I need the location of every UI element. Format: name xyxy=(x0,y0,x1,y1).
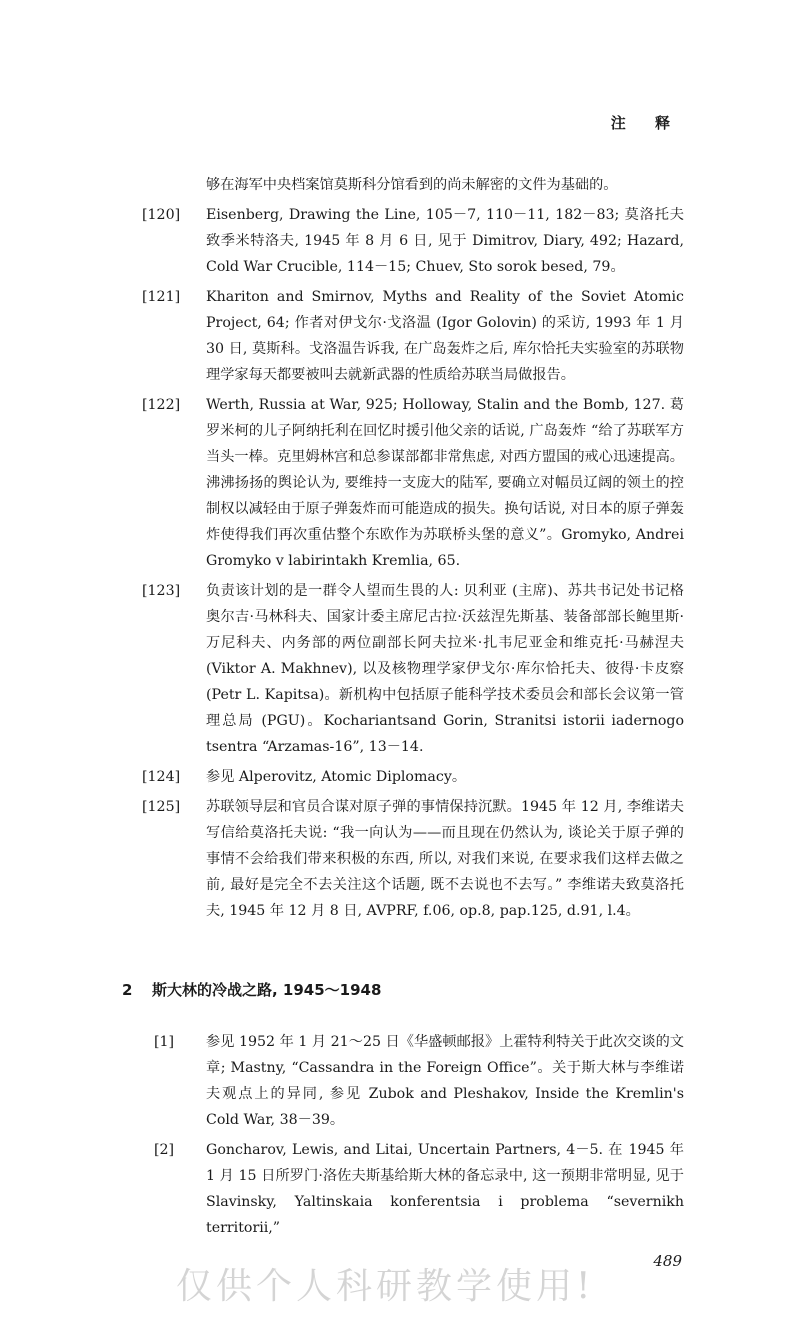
chapter-title: 斯大林的冷战之路, 1945～1948 xyxy=(152,981,382,999)
note-text: 负责该计划的是一群令人望而生畏的人: 贝利亚 (主席)、苏共书记处书记格奥尔吉·马林科夫、国家计委主席尼古拉·沃兹涅先斯基、装备部部长鲍里斯·万尼科夫、内务部的两位副部长阿夫拉米·扎韦尼亚金和维克托·马赫涅夫 (Viktor A. Makhnev), 以及核物理学家伊戈尔·库尔恰托夫、彼得·卡皮察 (Petr L. Kapitsa)。新机构中包括原子能科学技术委员会和部长会议第一管理总局 (PGU)。Kochariantsand Gorin, Stranitsi istorii iadernogo tsentra “Arzamas-16”, 13－14. xyxy=(206,583,684,755)
watermark: 仅供个人科研教学使用! xyxy=(176,1266,595,1307)
note-122 xyxy=(142,392,684,574)
note-text: 够在海军中央档案馆莫斯科分馆看到的尚未解密的文件为基础的。 xyxy=(206,177,618,193)
chapter-number: 2 xyxy=(122,981,133,999)
note-text: Werth, Russia at War, 925; Holloway, Stalin and the Bomb, 127. 葛罗米柯的儿子阿纳托利在回忆时援引他父亲的话说, 广岛轰炸 “给了苏联军方当头一棒。克里姆林宫和总参谋部都非常焦虑, 对西方盟国的戒心迅速提高。沸沸扬扬的舆论认为, 要维持一支庞大的陆军, 要确立对幅员辽阔的领土的控制权以减轻由于原子弹轰炸而可能造成的损失。换句话说, 对日本的原子弹轰炸使得我们再次重估整个东欧作为苏联桥头堡的意义”。Gromyko, Andrei Gromyko v labirintakh Kremlia, 65. xyxy=(206,397,684,569)
note-number: [120] xyxy=(142,207,181,223)
note-124 xyxy=(142,764,684,790)
notes-top-section xyxy=(142,172,684,928)
note-number: [2] xyxy=(154,1142,175,1158)
note-number: [124] xyxy=(142,769,181,785)
note-continuation xyxy=(142,172,684,198)
note-text: Goncharov, Lewis, and Litai, Uncertain Partners, 4－5. 在 1945 年 1 月 15 日所罗门·洛佐夫斯基给斯大林的备忘录中, 这一预期非常明显, 见于 Slavinsky, Yaltinskaia konferentsia i problema “severnikh territorii,” xyxy=(206,1142,684,1236)
chapter-heading xyxy=(122,979,381,1000)
note-number: [125] xyxy=(142,799,181,815)
page-number: 489 xyxy=(653,1252,682,1270)
note-text: 参见 1952 年 1 月 21～25 日《华盛顿邮报》上霍特利特关于此次交谈的文章; Mastny, “Cassandra in the Foreign Office”。关于斯大林与李维诺夫观点上的异同, 参见 Zubok and Pleshakov, Inside the Kremlin's Cold War, 38－39。 xyxy=(206,1034,684,1128)
note-text: Eisenberg, Drawing the Line, 105－7, 110－11, 182－83; 莫洛托夫致季米特洛夫, 1945 年 8 月 6 日, 见于 Dimitrov, Diary, 492; Hazard, Cold War Crucible, 114－15; Chuev, Sto sorok besed, 79。 xyxy=(206,207,684,275)
note-text: 苏联领导层和官员合谋对原子弹的事情保持沉默。1945 年 12 月, 李维诺夫写信给莫洛托夫说: “我一向认为——而且现在仍然认为, 谈论关于原子弹的事情不会给我们带来积极的东西, 所以, 对我们来说, 在要求我们这样去做之前, 最好是完全不去关注这个话题, 既不去说也不去写。” 李维诺夫致莫洛托夫, 1945 年 12 月 8 日, AVPRF, f.06, op.8, pap.125, d.91, l.4。 xyxy=(206,799,684,919)
note-text: 参见 Alperovitz, Atomic Diplomacy。 xyxy=(206,769,467,785)
note-number: [122] xyxy=(142,397,181,413)
note-125 xyxy=(142,794,684,924)
note-text: Khariton and Smirnov, Myths and Reality of the Soviet Atomic Project, 64; 作者对伊戈尔·戈洛温 (Igor Golovin) 的采访, 1993 年 1 月 30 日, 莫斯科。戈洛温告诉我, 在广岛轰炸之后, 库尔恰托夫实验室的苏联物理学家每天都要被叫去就新武器的性质给苏联当局做报告。 xyxy=(206,289,684,383)
notes-chapter-section xyxy=(154,1029,684,1245)
note-number: [123] xyxy=(142,583,181,599)
note-121 xyxy=(142,284,684,388)
note-120 xyxy=(142,202,684,280)
note-2 xyxy=(154,1137,684,1241)
note-1 xyxy=(154,1029,684,1133)
note-number: [1] xyxy=(154,1034,175,1050)
note-number: [121] xyxy=(142,289,181,305)
running-head: 注 释 xyxy=(610,114,682,132)
note-123 xyxy=(142,578,684,760)
